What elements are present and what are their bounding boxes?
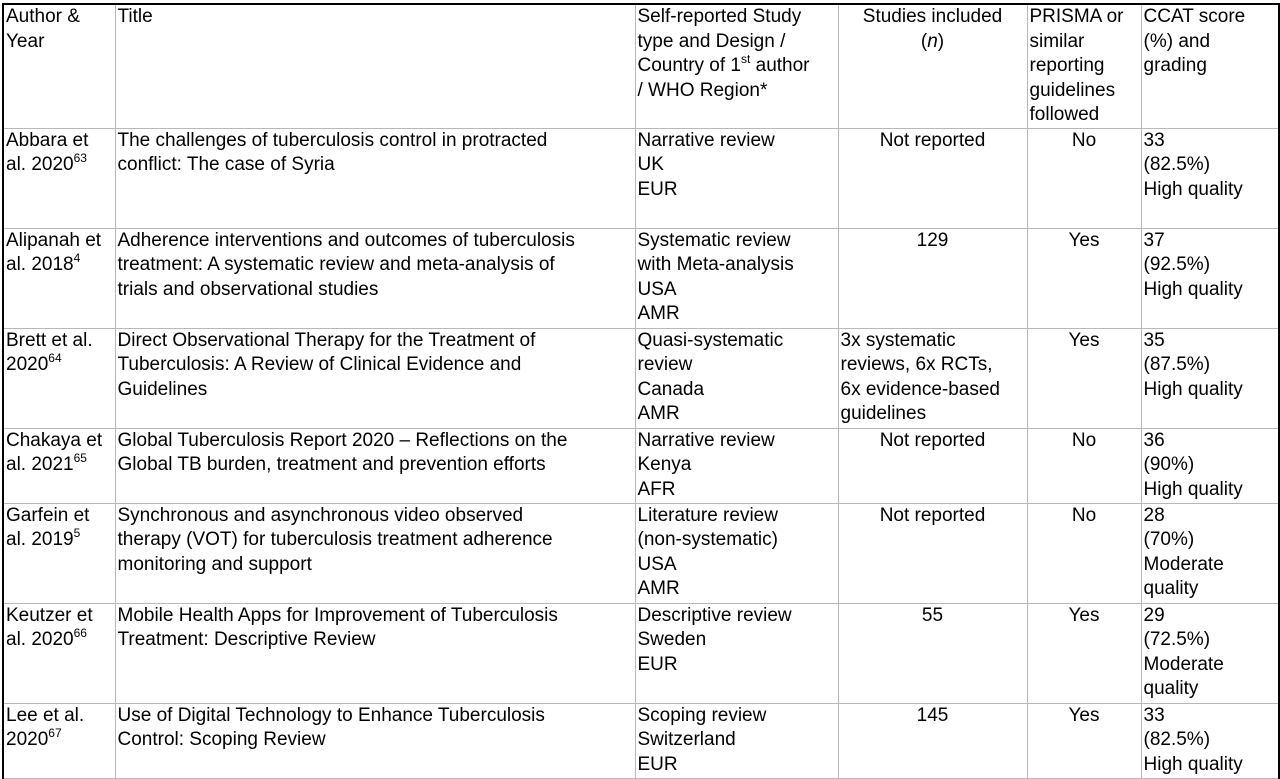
- cell-study-type-line: USA: [637, 553, 677, 575]
- header-type-line: [637, 51, 836, 79]
- cell-ccat-line: (82.5%): [1143, 154, 1211, 175]
- cell-ccat-line: 29: [1143, 604, 1165, 626]
- cell-ccat-line: 28: [1143, 504, 1165, 526]
- cell-prisma: [1027, 603, 1141, 703]
- cell-study-type-line: AMR: [637, 403, 680, 424]
- author-year: al. 2021: [6, 454, 74, 475]
- cell-study-type-line: UK: [637, 154, 664, 175]
- author-line: [6, 250, 113, 278]
- cell-title-line: Tuberculosis: A Review of Clinical Evidence and: [117, 354, 522, 375]
- header-prisma-line: PRISMA or: [1029, 6, 1124, 27]
- cell-title-line: Guidelines: [117, 378, 208, 400]
- cell-author-year: [3, 228, 115, 328]
- reference-superscript: 64: [48, 350, 62, 365]
- cell-title: [115, 503, 635, 603]
- cell-study-type-line: Systematic review: [637, 229, 791, 251]
- header-title-text: Title: [117, 6, 153, 27]
- cell-studies-included: [838, 328, 1027, 428]
- cell-title-line: Treatment: Descriptive Review: [117, 629, 376, 650]
- prisma-value: Yes: [1068, 604, 1100, 626]
- cell-author-year: [3, 503, 115, 603]
- cell-title: [115, 703, 635, 778]
- header-prisma-line: guidelines: [1029, 79, 1116, 101]
- header-studies-included: [838, 4, 1027, 128]
- cell-study-type-line: AFR: [637, 478, 676, 500]
- cell-studies-included: [838, 703, 1027, 778]
- cell-studies-included: [838, 603, 1027, 703]
- cell-ccat-line: High quality: [1143, 278, 1243, 300]
- cell-title: [115, 428, 635, 503]
- reference-superscript: 66: [73, 625, 87, 640]
- cell-study-type-line: Canada: [637, 378, 705, 400]
- cell-study-type: [635, 603, 838, 703]
- cell-study-type-line: Narrative review: [637, 129, 775, 151]
- cell-study-type-line: Narrative review: [637, 429, 775, 451]
- header-study-type: [635, 4, 838, 128]
- cell-study-type: [635, 328, 838, 428]
- cell-studies-included: [838, 228, 1027, 328]
- cell-ccat-line: 37: [1143, 229, 1165, 251]
- cell-prisma: [1027, 228, 1141, 328]
- header-studies-line: Studies included: [862, 6, 1003, 27]
- cell-title-line: Adherence interventions and outcomes of tuberculosis: [117, 229, 575, 251]
- header-prisma: [1027, 4, 1141, 128]
- cell-title-line: treatment: A systematic review and meta-analysis of: [117, 254, 555, 275]
- cell-studies-included-line: 55: [921, 604, 944, 626]
- cell-ccat-line: 33: [1143, 704, 1165, 726]
- cell-study-type-line: EUR: [637, 653, 678, 675]
- author-line: [6, 350, 113, 378]
- cell-studies-included-line: 145: [916, 704, 949, 726]
- superscript: st: [741, 51, 751, 66]
- cell-study-type-line: Sweden: [637, 629, 707, 650]
- table-row: [3, 128, 1279, 228]
- prisma-value: Yes: [1068, 704, 1100, 726]
- header-type-line: / WHO Region*: [637, 79, 768, 101]
- header-prisma-line: reporting: [1029, 55, 1105, 76]
- prisma-value: Yes: [1068, 329, 1100, 351]
- author-line: [6, 625, 113, 653]
- cell-study-type-line: review: [637, 354, 693, 375]
- table-row: [3, 428, 1279, 503]
- prisma-value: No: [1071, 504, 1097, 526]
- cell-study-type-line: EUR: [637, 178, 678, 200]
- header-ccat-line: grading: [1143, 55, 1207, 76]
- header-prisma-line: similar: [1029, 30, 1085, 52]
- table-row: [3, 603, 1279, 703]
- cell-ccat-line: Moderate: [1143, 653, 1224, 675]
- cell-ccat: [1141, 703, 1279, 778]
- cell-study-type: [635, 128, 838, 228]
- header-ccat-line: (%) and: [1143, 30, 1211, 52]
- author-year: 2020: [6, 729, 49, 750]
- cell-author-year: [3, 128, 115, 228]
- cell-ccat: [1141, 603, 1279, 703]
- table-row: [3, 703, 1279, 778]
- cell-ccat-line: (92.5%): [1143, 254, 1211, 275]
- cell-ccat-line: (90%): [1143, 454, 1195, 475]
- reference-superscript: 65: [73, 450, 87, 465]
- prisma-value: Yes: [1068, 229, 1100, 251]
- cell-ccat-line: High quality: [1143, 178, 1243, 200]
- cell-studies-included: [838, 128, 1027, 228]
- author-line: Keutzer et: [6, 604, 93, 626]
- cell-author-year: [3, 703, 115, 778]
- header-author-line: Author &: [6, 6, 80, 27]
- reference-superscript: 4: [73, 250, 81, 265]
- cell-title-line: Direct Observational Therapy for the Treatment of: [117, 329, 536, 351]
- header-title: [115, 4, 635, 128]
- cell-ccat-line: (87.5%): [1143, 354, 1211, 375]
- cell-study-type-line: AMR: [637, 303, 680, 324]
- author-line: Garfein et: [6, 504, 90, 526]
- author-line: [6, 450, 113, 478]
- cell-prisma: [1027, 128, 1141, 228]
- cell-studies-included: [838, 503, 1027, 603]
- cell-study-type-line: USA: [637, 278, 677, 300]
- cell-study-type: [635, 228, 838, 328]
- author-line: Chakaya et: [6, 429, 103, 451]
- header-type-text: author: [750, 55, 810, 76]
- cell-author-year: [3, 328, 115, 428]
- header-ccat-line: CCAT score: [1143, 6, 1246, 27]
- header-ccat: [1141, 4, 1279, 128]
- cell-study-type-line: Literature review: [637, 504, 778, 526]
- author-line: [6, 525, 113, 553]
- cell-study-type: [635, 428, 838, 503]
- cell-ccat-line: 36: [1143, 429, 1165, 451]
- header-type-line: Self-reported Study: [637, 6, 802, 27]
- cell-title-line: monitoring and support: [117, 553, 312, 575]
- author-line: [6, 150, 113, 178]
- cell-study-type-line: (non-systematic): [637, 529, 778, 550]
- header-prisma-line: followed: [1029, 104, 1100, 125]
- cell-title: [115, 603, 635, 703]
- prisma-value: No: [1071, 129, 1097, 151]
- prisma-value: No: [1071, 429, 1097, 451]
- cell-title-line: Control: Scoping Review: [117, 729, 326, 750]
- cell-prisma: [1027, 503, 1141, 603]
- cell-ccat-line: High quality: [1143, 478, 1243, 500]
- cell-studies-included-line: Not reported: [879, 429, 986, 451]
- cell-studies-included-line: 129: [916, 229, 949, 251]
- cell-title-line: Mobile Health Apps for Improvement of Tuberculosis: [117, 604, 558, 626]
- cell-study-type-line: Switzerland: [637, 729, 736, 750]
- cell-ccat-line: (70%): [1143, 529, 1195, 550]
- cell-ccat: [1141, 228, 1279, 328]
- cell-study-type-line: Quasi-systematic: [637, 329, 784, 351]
- cell-prisma: [1027, 428, 1141, 503]
- cell-title-line: The challenges of tuberculosis control in protracted: [117, 129, 548, 151]
- cell-title-line: therapy (VOT) for tuberculosis treatment adherence: [117, 529, 553, 550]
- cell-study-type-line: Scoping review: [637, 704, 767, 726]
- cell-ccat-line: High quality: [1143, 753, 1243, 775]
- cell-ccat-line: 33: [1143, 129, 1165, 151]
- cell-author-year: [3, 428, 115, 503]
- paren: ): [937, 30, 945, 52]
- table-header-row: [3, 4, 1279, 128]
- header-author-line: Year: [6, 30, 45, 52]
- cell-ccat-line: (82.5%): [1143, 729, 1211, 750]
- author-line: Abbara et: [6, 129, 89, 151]
- cell-study-type-line: with Meta-analysis: [637, 254, 794, 275]
- cell-ccat-line: quality: [1143, 578, 1199, 599]
- cell-studies-included: [838, 428, 1027, 503]
- header-type-text: Country of 1: [637, 55, 741, 76]
- cell-title: [115, 128, 635, 228]
- table-body: [3, 128, 1279, 778]
- cell-title: [115, 328, 635, 428]
- cell-prisma: [1027, 703, 1141, 778]
- cell-studies-included-line: Not reported: [879, 504, 986, 526]
- cell-ccat-line: 35: [1143, 329, 1165, 351]
- document-page: [2, 3, 1280, 779]
- author-year: al. 2019: [6, 529, 74, 550]
- table-row: [3, 328, 1279, 428]
- reference-superscript: 63: [73, 150, 87, 165]
- cell-study-type-line: Descriptive review: [637, 604, 792, 626]
- author-year: al. 2018: [6, 254, 74, 275]
- table-row: [3, 228, 1279, 328]
- cell-ccat-line: High quality: [1143, 378, 1243, 400]
- cell-prisma: [1027, 328, 1141, 428]
- cell-study-type: [635, 503, 838, 603]
- cell-author-year: [3, 603, 115, 703]
- header-author-year: [3, 4, 115, 128]
- cell-ccat-line: quality: [1143, 678, 1199, 699]
- cell-title: [115, 228, 635, 328]
- paren: (: [920, 30, 928, 52]
- author-year: al. 2020: [6, 629, 74, 650]
- cell-ccat-line: Moderate: [1143, 553, 1224, 575]
- cell-studies-included-line: Not reported: [879, 129, 986, 151]
- cell-studies-included-line: guidelines: [840, 403, 927, 424]
- cell-ccat: [1141, 428, 1279, 503]
- author-year: al. 2020: [6, 154, 74, 175]
- cell-ccat: [1141, 128, 1279, 228]
- reference-superscript: 5: [73, 525, 81, 540]
- cell-title-line: trials and observational studies: [117, 278, 379, 300]
- cell-ccat-line: (72.5%): [1143, 629, 1211, 650]
- reference-superscript: 67: [48, 725, 62, 740]
- author-line: Brett et al.: [6, 329, 93, 351]
- cell-title-line: conflict: The case of Syria: [117, 154, 335, 175]
- table-row: [3, 503, 1279, 603]
- cell-study-type-line: Kenya: [637, 454, 692, 475]
- cell-title-line: Synchronous and asynchronous video observed: [117, 504, 524, 526]
- cell-study-type: [635, 703, 838, 778]
- cell-study-type-line: AMR: [637, 578, 680, 599]
- cell-title-line: Global Tuberculosis Report 2020 – Reflections on the: [117, 429, 568, 451]
- review-characteristics-table: [2, 3, 1280, 779]
- cell-title-line: Global TB burden, treatment and prevention efforts: [117, 454, 546, 475]
- author-year: 2020: [6, 354, 49, 375]
- cell-ccat: [1141, 328, 1279, 428]
- header-type-line: type and Design /: [637, 30, 786, 52]
- cell-studies-included-line: reviews, 6x RCTs,: [840, 354, 993, 375]
- cell-title-line: Use of Digital Technology to Enhance Tuberculosis: [117, 704, 545, 726]
- author-line: Lee et al.: [6, 704, 85, 726]
- cell-ccat: [1141, 503, 1279, 603]
- cell-study-type-line: EUR: [637, 753, 678, 775]
- cell-studies-included-line: 6x evidence-based: [840, 378, 1000, 400]
- italic-n: n: [927, 30, 938, 52]
- header-studies-line: [841, 30, 1025, 55]
- author-line: [6, 725, 113, 753]
- author-line: Alipanah et: [6, 229, 102, 251]
- cell-studies-included-line: 3x systematic: [840, 329, 956, 351]
